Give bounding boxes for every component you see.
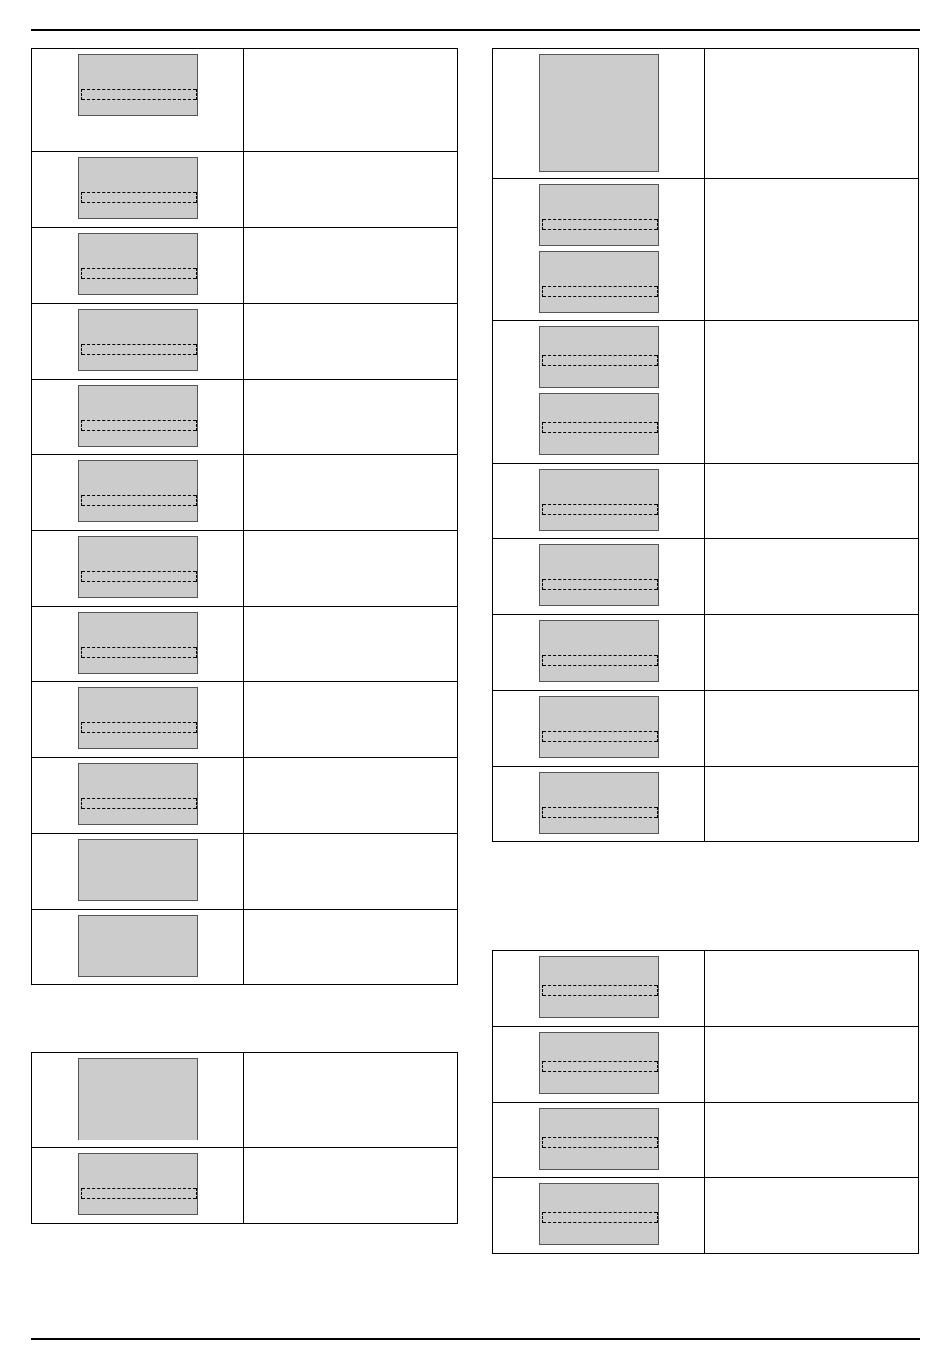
description-cell	[244, 910, 458, 985]
text-line-placeholder	[82, 344, 196, 355]
description-cell	[244, 228, 458, 304]
table-row	[32, 228, 458, 304]
header-rule	[31, 29, 920, 31]
description-cell	[705, 1103, 919, 1178]
description-cell	[244, 455, 458, 531]
display-cell	[493, 691, 705, 767]
lcd-screen	[539, 956, 659, 1018]
description-cell	[244, 1053, 458, 1148]
display-cell	[493, 1027, 705, 1103]
lcd-screen	[78, 536, 198, 598]
display-cell	[32, 834, 244, 910]
description-cell	[705, 615, 919, 691]
description-cell	[705, 767, 919, 842]
text-line-placeholder	[82, 798, 196, 809]
description-cell	[705, 49, 919, 179]
text-line-placeholder	[543, 422, 657, 433]
display-cell	[493, 1103, 705, 1178]
table-row	[32, 380, 458, 455]
description-cell	[705, 464, 919, 539]
lcd-screen	[539, 1108, 659, 1170]
lcd-screen-blank	[78, 839, 198, 901]
display-cell	[32, 228, 244, 304]
text-line-placeholder	[543, 1212, 657, 1223]
text-line-placeholder	[543, 985, 657, 996]
text-line-placeholder	[82, 647, 196, 658]
table-row	[493, 1103, 919, 1178]
description-cell	[244, 380, 458, 455]
lcd-screen	[539, 620, 659, 682]
lcd-screen	[539, 772, 659, 834]
display-cell	[32, 49, 244, 152]
text-line-placeholder	[82, 192, 196, 203]
lcd-screen-blank	[78, 915, 198, 977]
lcd-screen-tall	[539, 54, 659, 172]
text-line-placeholder	[82, 571, 196, 582]
text-line-placeholder	[82, 722, 196, 733]
lcd-screen	[78, 687, 198, 749]
display-cell	[32, 910, 244, 985]
footer-rule	[31, 1338, 920, 1340]
display-cell	[32, 152, 244, 228]
text-line-placeholder	[543, 807, 657, 818]
display-cell	[32, 455, 244, 531]
description-cell	[705, 951, 919, 1027]
display-cell	[493, 767, 705, 842]
lcd-screen	[78, 54, 198, 116]
table-row	[493, 179, 919, 321]
left-bottom-table	[31, 1052, 458, 1224]
lcd-screen	[78, 460, 198, 522]
lcd-screen	[78, 385, 198, 447]
lcd-screen	[78, 309, 198, 371]
description-cell	[705, 179, 919, 321]
table-row	[493, 767, 919, 842]
description-cell	[705, 1027, 919, 1103]
table-row	[32, 1148, 458, 1224]
lcd-screen	[78, 157, 198, 219]
text-line-placeholder	[543, 1137, 657, 1148]
table-row	[32, 758, 458, 834]
description-cell	[244, 531, 458, 607]
text-line-placeholder	[543, 219, 657, 230]
lcd-screen	[539, 393, 659, 455]
table-row	[493, 615, 919, 691]
display-cell	[493, 539, 705, 615]
display-cell	[493, 179, 705, 321]
description-cell	[244, 304, 458, 380]
display-cell	[493, 464, 705, 539]
text-line-placeholder	[82, 495, 196, 506]
display-cell	[493, 49, 705, 179]
text-line-placeholder	[543, 286, 657, 297]
display-cell	[493, 321, 705, 464]
description-cell	[705, 691, 919, 767]
text-line-placeholder	[543, 1061, 657, 1072]
description-cell	[705, 1178, 919, 1254]
lcd-screen	[539, 251, 659, 313]
lcd-screen	[539, 1032, 659, 1094]
table-row	[32, 49, 458, 152]
text-line-placeholder	[82, 1188, 196, 1199]
display-cell	[493, 951, 705, 1027]
text-line-placeholder	[82, 420, 196, 431]
table-row	[32, 152, 458, 228]
display-cell	[32, 1148, 244, 1224]
description-cell	[705, 321, 919, 464]
lcd-screen	[78, 612, 198, 674]
text-line-placeholder	[543, 504, 657, 515]
text-line-placeholder	[82, 268, 196, 279]
table-row	[32, 682, 458, 758]
description-cell	[244, 607, 458, 682]
description-cell	[244, 758, 458, 834]
left-main-table	[31, 48, 458, 985]
table-row	[493, 464, 919, 539]
table-row	[32, 834, 458, 910]
table-row	[493, 49, 919, 179]
text-line-placeholder	[543, 731, 657, 742]
table-row	[32, 607, 458, 682]
lcd-screen	[539, 184, 659, 246]
text-line-placeholder	[543, 655, 657, 666]
display-cell	[493, 1178, 705, 1254]
lcd-screen	[539, 1183, 659, 1245]
text-line-placeholder	[543, 355, 657, 366]
text-line-placeholder	[543, 579, 657, 590]
table-row	[493, 691, 919, 767]
display-cell	[32, 531, 244, 607]
display-cell	[32, 380, 244, 455]
lcd-screen-blank	[78, 1058, 198, 1140]
lcd-screen	[539, 469, 659, 531]
description-cell	[244, 1148, 458, 1224]
lcd-screen	[539, 544, 659, 606]
right-bottom-table	[492, 950, 919, 1254]
display-cell	[32, 682, 244, 758]
description-cell	[244, 152, 458, 228]
text-line-placeholder	[82, 89, 196, 100]
table-row	[493, 539, 919, 615]
table-row	[493, 1178, 919, 1254]
display-cell	[32, 1053, 244, 1148]
lcd-screen	[539, 326, 659, 388]
table-row	[32, 910, 458, 985]
display-cell	[493, 615, 705, 691]
table-row	[32, 531, 458, 607]
table-row	[32, 1053, 458, 1148]
lcd-screen	[539, 696, 659, 758]
lcd-screen	[78, 233, 198, 295]
lcd-screen	[78, 1153, 198, 1215]
description-cell	[244, 682, 458, 758]
display-cell	[32, 304, 244, 380]
display-cell	[32, 758, 244, 834]
table-row	[493, 321, 919, 464]
table-row	[32, 304, 458, 380]
table-row	[493, 951, 919, 1027]
description-cell	[244, 834, 458, 910]
table-row	[493, 1027, 919, 1103]
lcd-screen	[78, 763, 198, 825]
right-main-table	[492, 48, 919, 842]
table-row	[32, 455, 458, 531]
description-cell	[244, 49, 458, 152]
display-cell	[32, 607, 244, 682]
description-cell	[705, 539, 919, 615]
